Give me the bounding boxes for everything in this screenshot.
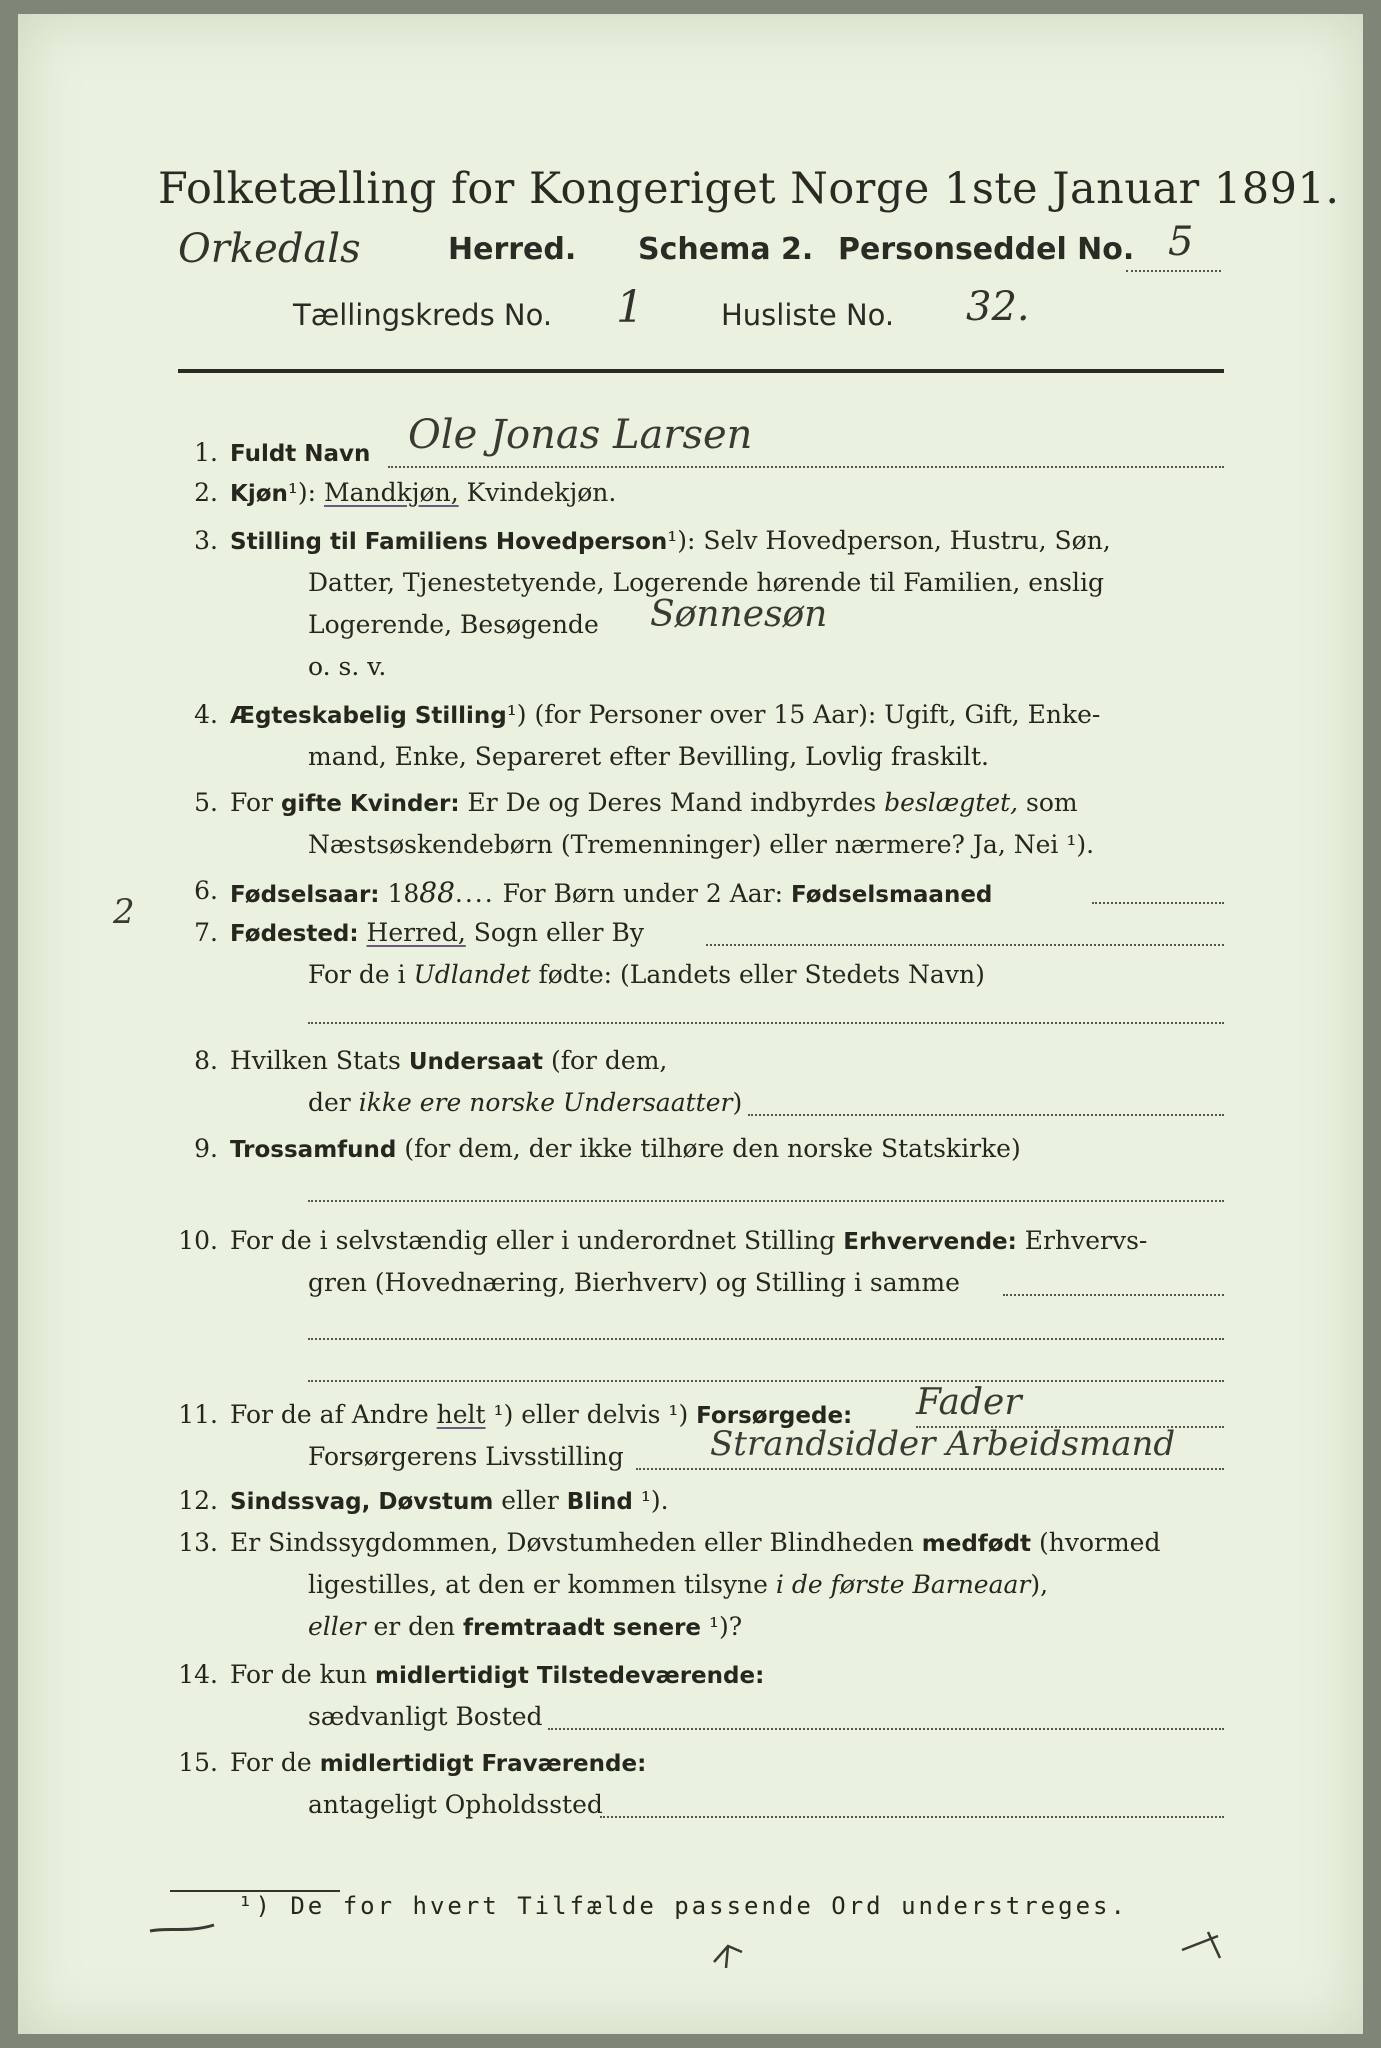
item-number: 10.: [178, 1226, 218, 1255]
congenital-line2: [308, 1570, 1048, 1599]
herred-value: Orkedals: [178, 226, 361, 272]
item-14-line: [230, 1660, 764, 1689]
husliste-value: 32.: [966, 284, 1030, 330]
pen-mark-right: [1178, 1924, 1238, 1964]
item-number: 5.: [194, 788, 218, 817]
item-number: 4.: [194, 700, 218, 729]
temporary-absent-pre: For de: [230, 1748, 320, 1777]
birth-year-label: Fødselsaar:: [230, 882, 380, 908]
krets-value: 1: [616, 282, 644, 333]
citizenship-der: der: [308, 1088, 359, 1117]
occupation-dots-2: [308, 1338, 1224, 1340]
household-position-line2: Datter, Tjenestetyende, Logerende hørende til Familien, enslig: [308, 568, 1105, 597]
probable-residence-label: antageligt Opholdssted: [308, 1790, 603, 1819]
item-15-line: [230, 1748, 646, 1777]
married-women-line2: Næstsøskendebørn (Tremenninger) eller nærmere? Ja, Nei ¹).: [308, 830, 1095, 859]
item-6-line: Fødselsaar: 1888.... For Børn under 2 Aar: Fødselsmaaned: [230, 876, 993, 909]
item-number: 13.: [178, 1528, 218, 1557]
husliste-label: Husliste No.: [721, 298, 895, 332]
congenital-line2-pre: ligestilles, at den er kommen tilsyne: [308, 1570, 776, 1599]
item-number: 6.: [194, 876, 218, 905]
marital-status-options: ¹) (for Personer over 15 Aar): Ugift, Gift, Enke-: [506, 700, 1101, 729]
item-number: 11.: [178, 1400, 218, 1429]
household-position-label: Stilling til Familiens Hovedperson: [230, 529, 668, 555]
provider-occupation-label: Forsørgerens Livsstilling: [308, 1442, 624, 1471]
item-4-line: [230, 700, 1100, 729]
item-number: 14.: [178, 1660, 218, 1689]
item-8-line: [230, 1046, 667, 1075]
pen-mark-left: [148, 1919, 218, 1939]
abroad-dots: [308, 1022, 1224, 1024]
religion-dots: [308, 1200, 1224, 1202]
congenital-rest: (hvormed: [1031, 1528, 1161, 1557]
personseddel-value: 5: [1168, 219, 1194, 265]
occupation-label: Erhvervende:: [843, 1229, 1017, 1255]
personseddel-label: Personseddel No.: [838, 232, 1135, 267]
gender-option-female: Kvindekjøn.: [458, 478, 617, 507]
item-3-line: [230, 526, 1111, 555]
congenital-pre: Er Sindssygdommen, Døvstumheden eller Blindheden: [230, 1528, 922, 1557]
personseddel-dots: [1126, 270, 1221, 272]
supported-value: Fader: [916, 1382, 1022, 1423]
household-position-line4: o. s. v.: [308, 652, 387, 681]
full-name-value: Ole Jonas Larsen: [408, 412, 753, 458]
disability-label: Sindssvag, Døvstum: [230, 1489, 494, 1515]
footnote: ¹) De for hvert Tilfælde passende Ord understreges.: [238, 1892, 1128, 1920]
pen-mark-center: [708, 1932, 748, 1972]
citizenship-paren: ): [732, 1088, 743, 1117]
marital-status-line2: mand, Enke, Separeret efter Bevilling, Lovlig fraskilt.: [308, 742, 989, 771]
abroad-rest: fødte: (Landets eller Stedets Navn): [530, 960, 985, 989]
item-5-line: [230, 788, 1078, 817]
krets-label: Tællingskreds No.: [293, 298, 553, 332]
supported-helt: helt: [436, 1400, 486, 1429]
birth-month-dots: [1092, 902, 1224, 904]
congenital-line3: [308, 1612, 742, 1641]
provider-occupation-dots: [636, 1468, 1224, 1470]
citizenship-italic: ikke ere norske Undersaatter: [358, 1088, 733, 1117]
occupation-line2: gren (Hovednæring, Bierhverv) og Stilling i samme: [308, 1268, 960, 1297]
probable-residence-dots: [600, 1816, 1224, 1818]
gender-footnote-ref: ¹):: [287, 478, 325, 507]
occupation-dots-1: [1003, 1294, 1224, 1296]
birthplace-line2: [308, 960, 985, 989]
congenital-label: medfødt: [921, 1531, 1032, 1557]
herred-label: Herred.: [448, 232, 577, 267]
item-13-line: [230, 1528, 1160, 1557]
household-position-value: Sønnesøn: [650, 594, 828, 635]
temporary-absent-label: midlertidigt Fraværende:: [319, 1751, 647, 1777]
margin-mark: 2: [113, 892, 135, 932]
form-title: Folketælling for Kongeriget Norge 1ste Januar 1891.: [158, 164, 1340, 214]
full-name-label: Fuldt Navn: [230, 441, 371, 467]
birthplace-label: Fødested:: [230, 921, 359, 947]
citizenship-line2: [308, 1088, 742, 1117]
religion-rest: (for dem, der ikke tilhøre den norske Statskirke): [396, 1134, 1021, 1163]
item-number: 15.: [178, 1748, 218, 1777]
supported-label: Forsørgede:: [696, 1403, 853, 1429]
birth-year-prefix: 18: [379, 879, 420, 908]
citizenship-rest: (for dem,: [543, 1046, 668, 1075]
religion-label: Trossamfund: [230, 1137, 397, 1163]
item-1-line: [230, 438, 370, 467]
census-form: [18, 14, 1363, 2034]
item-12-line: [230, 1486, 669, 1515]
schema-label: Schema 2.: [638, 232, 814, 267]
congenital-eller: eller: [308, 1612, 366, 1641]
birth-year-value: 88: [419, 876, 455, 909]
later-onset-label: fremtraadt senere: [463, 1615, 702, 1641]
abroad-word: Udlandet: [413, 960, 531, 989]
married-women-question: Er De og Deres Mand indbyrdes: [459, 788, 885, 817]
congenital-childhood: i de første Barneaar: [775, 1570, 1031, 1599]
item-number: 1.: [194, 438, 218, 467]
item-number: 2.: [194, 478, 218, 507]
item-10-line: [230, 1226, 1147, 1255]
temporary-present-label: midlertidigt Tilstedeværende:: [374, 1663, 765, 1689]
birthplace-options: Sogn eller By: [465, 918, 644, 947]
blind-label: Blind: [566, 1489, 633, 1515]
citizenship-label: Undersaat: [408, 1049, 543, 1075]
married-women-label: gifte Kvinder:: [280, 791, 460, 817]
temporary-present-pre: For de kun: [230, 1660, 375, 1689]
household-position-line3: Logerende, Besøgende: [308, 610, 599, 639]
birth-month-label: Fødselsmaaned: [791, 882, 993, 908]
occupation-rest: Erhvervs-: [1016, 1226, 1148, 1255]
supported-mid: ¹) eller delvis ¹): [485, 1400, 697, 1429]
usual-residence-label: sædvanligt Bosted: [308, 1702, 543, 1731]
full-name-dots: [388, 466, 1224, 468]
item-number: 12.: [178, 1486, 218, 1515]
item-7-line: [230, 918, 644, 947]
married-women-pre: For: [230, 788, 281, 817]
usual-residence-dots: [548, 1728, 1224, 1730]
citizenship-dots: [748, 1114, 1224, 1116]
item-number: 9.: [194, 1134, 218, 1163]
provider-occupation-value: Strandsidder Arbeidsmand: [710, 1424, 1176, 1464]
disability-footnote-ref: ¹).: [632, 1486, 669, 1515]
citizenship-pre: Hvilken Stats: [230, 1046, 409, 1075]
marital-status-label: Ægteskabelig Stilling: [230, 703, 507, 729]
item-number: 7.: [194, 918, 218, 947]
congenital-mid: er den: [365, 1612, 464, 1641]
abroad-pre: For de i: [308, 960, 414, 989]
congenital-end: ¹)?: [701, 1612, 743, 1641]
item-number: 3.: [194, 526, 218, 555]
household-position-options: ¹): Selv Hovedperson, Hustru, Søn,: [667, 526, 1111, 555]
birthplace-dots: [706, 944, 1224, 946]
married-women-related: beslægtet,: [884, 788, 1019, 817]
birthplace-option-herred: Herred,: [366, 918, 466, 947]
disability-or: eller: [493, 1486, 567, 1515]
married-women-som: som: [1018, 788, 1078, 817]
occupation-dots-3: [308, 1380, 1224, 1382]
supported-pre: For de af Andre: [230, 1400, 437, 1429]
item-2-line: [230, 478, 616, 507]
birth-month-question: For Børn under 2 Aar:: [494, 879, 792, 908]
item-number: 8.: [194, 1046, 218, 1075]
gender-label: Kjøn: [230, 481, 288, 507]
congenital-line2-end: ),: [1030, 1570, 1049, 1599]
item-9-line: [230, 1134, 1021, 1163]
header-rule: [178, 369, 1224, 373]
gender-option-male: Mandkjøn,: [324, 478, 459, 507]
occupation-pre: For de i selvstændig eller i underordnet Stilling: [230, 1226, 844, 1255]
